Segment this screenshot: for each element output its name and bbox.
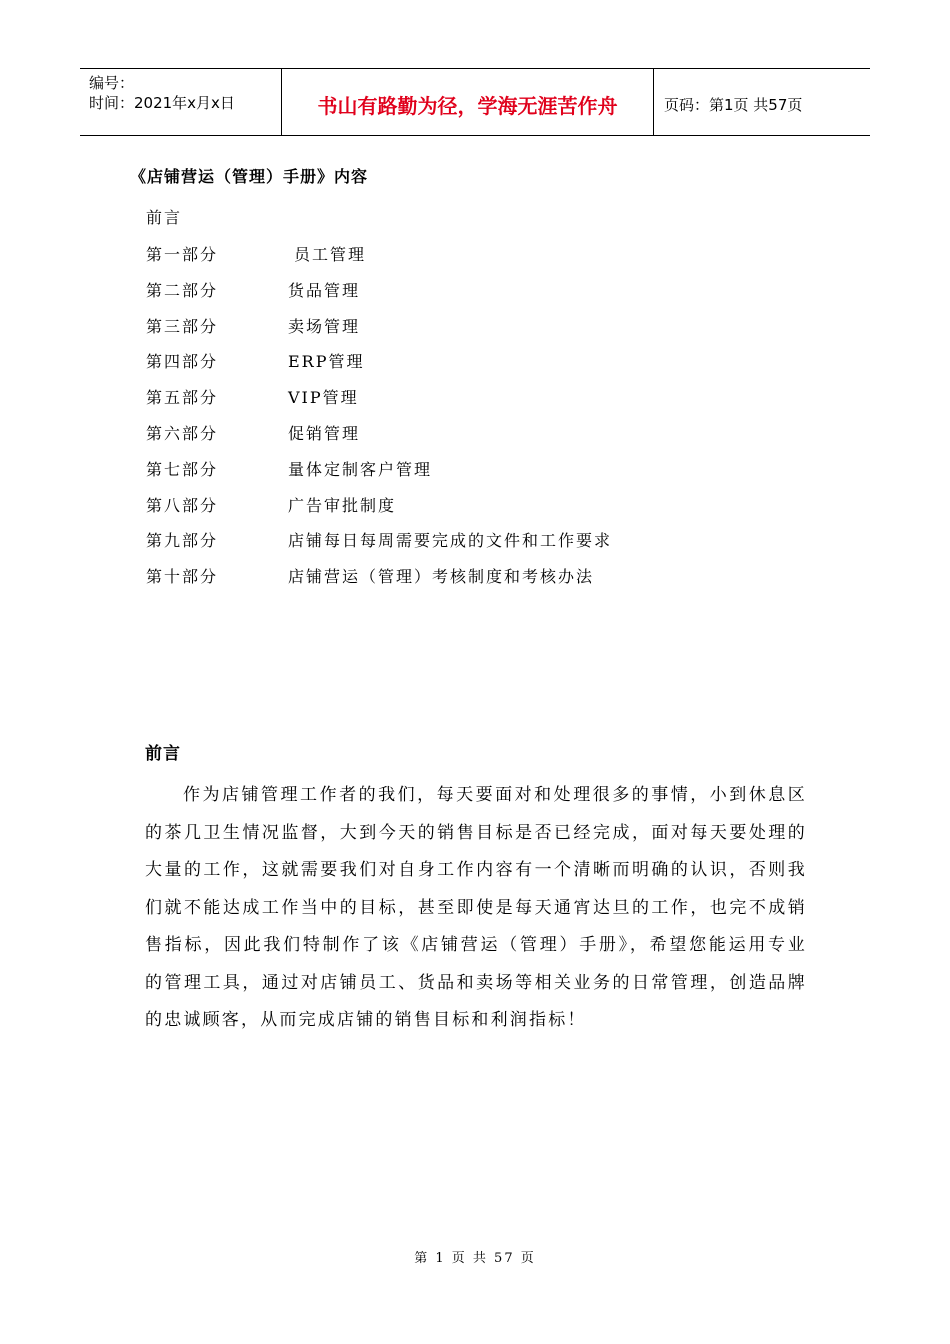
toc-item xyxy=(146,280,612,316)
table-of-contents xyxy=(146,244,612,602)
toc-preface-entry: 前言 xyxy=(146,208,183,227)
toc-part-label: 第八部分 xyxy=(146,495,219,515)
toc-part-label: 第七部分 xyxy=(146,459,219,479)
toc-item xyxy=(146,387,612,423)
toc-part-name: 员工管理 xyxy=(294,245,367,264)
header-page-info: 页码：第1页 共57页 xyxy=(664,95,803,114)
page-header xyxy=(80,68,870,136)
toc-part-label: 第二部分 xyxy=(146,280,219,300)
toc-part-name: ERP管理 xyxy=(288,352,365,372)
toc-part-label: 第三部分 xyxy=(146,316,219,336)
toc-part-label: 第九部分 xyxy=(146,531,219,551)
toc-part-label: 第四部分 xyxy=(146,352,219,372)
document-number-label: 编号： xyxy=(89,74,135,92)
toc-part-name: 货品管理 xyxy=(288,280,361,300)
toc-item xyxy=(146,423,612,459)
preface-heading: 前言 xyxy=(145,744,181,764)
toc-title: 《店铺营运（管理）手册》内容 xyxy=(130,167,369,186)
toc-part-name: 促销管理 xyxy=(288,423,361,443)
toc-item xyxy=(146,530,612,566)
header-motto: 书山有路勤为径，学海无涯苦作舟 xyxy=(282,69,654,135)
toc-part-label: 第六部分 xyxy=(146,423,219,443)
toc-item xyxy=(146,566,612,602)
toc-part-name: 店铺营运（管理）考核制度和考核办法 xyxy=(288,567,595,587)
preface-paragraph: 作为店铺管理工作者的我们，每天要面对和处理很多的事情，小到休息区的茶几卫生情况监督，大到今天的销售目标是否已经完成，面对每天要处理的大量的工作，这就需要我们对自身工作内容有一个清晰而明确的认识，否则我们就不能达成工作当中的目标，甚至即使是每天通宵达旦的工作，也完不成销售指标，因此我们特制作了该《店铺营运（管理）手册》，希望您能运用专业的管理工具，通过对店铺员工、货品和卖场等相关业务的日常管理，创造品牌的忠诚顾客，从而完成店铺的销售目标和利润指标！ xyxy=(145,785,807,1030)
toc-part-label: 第五部分 xyxy=(146,388,219,408)
toc-part-label: 第一部分 xyxy=(146,245,219,264)
toc-item xyxy=(146,459,612,495)
header-meta xyxy=(80,69,282,135)
toc-part-name: 店铺每日每周需要完成的文件和工作要求 xyxy=(288,531,613,551)
toc-item xyxy=(146,316,612,352)
toc-part-label: 第十部分 xyxy=(146,567,219,587)
toc-item xyxy=(146,351,612,387)
toc-part-name: 广告审批制度 xyxy=(288,495,397,515)
toc-part-name: 量体定制客户管理 xyxy=(288,459,433,479)
toc-part-name: 卖场管理 xyxy=(288,316,361,336)
page-footer: 第 1 页 共 57 页 xyxy=(414,1251,536,1266)
toc-item xyxy=(146,495,612,531)
document-date: 时间：2021年x月x日 xyxy=(89,94,235,112)
toc-part-name: VIP管理 xyxy=(288,388,359,408)
toc-item xyxy=(146,244,612,280)
